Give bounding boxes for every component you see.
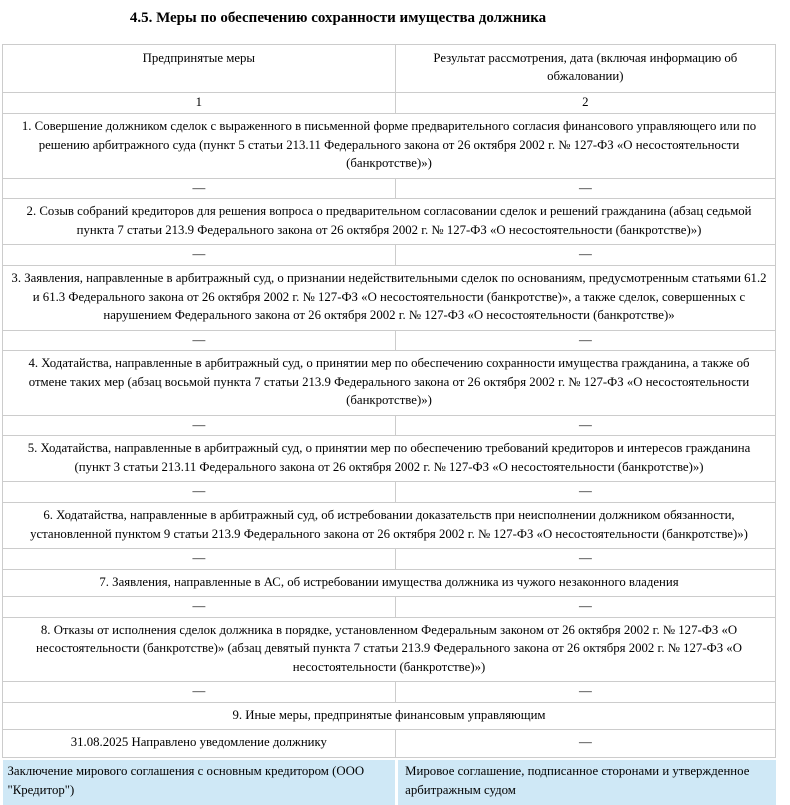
measure-dash: —: [3, 245, 396, 266]
measure-dash: —: [3, 178, 396, 199]
result-dash: —: [395, 482, 775, 503]
dash-row-3: [3, 330, 776, 351]
document-page: [0, 9, 790, 805]
measure-row-6: [3, 502, 776, 548]
result-dash: —: [395, 415, 775, 436]
measure-dash: —: [3, 682, 396, 703]
measure-row-5: [3, 436, 776, 482]
measure-text: 8. Отказы от исполнения сделок должника в порядке, установленном Федеральным законом от 26 октября 2002 г. № 127-ФЗ «О несостоятельности (банкротстве)» (абзац девятый пункта 7 статьи 213.9 Федерального закона от 26 октября 2002 г. № 127-ФЗ «О несостоятельности (банкротстве)»): [3, 617, 776, 682]
result-dash: —: [395, 330, 775, 351]
measures-table: [2, 44, 776, 805]
column-number-2: 2: [395, 92, 775, 114]
dash-row-8: [3, 682, 776, 703]
notification-row: [3, 730, 776, 758]
measure-text: 5. Ходатайства, направленные в арбитражный суд, о принятии мер по обеспечению требований кредиторов и интересов гражданина (пункт 3 статьи 213.11 Федерального закона от 26 октября 2002 г. № 127-ФЗ «О несостоятельности (банкротстве)»): [3, 436, 776, 482]
dash-row-4: [3, 415, 776, 436]
measure-text: 6. Ходатайства, направленные в арбитражный суд, об истребовании доказательств при неисполнении должником обязанности, установленной пунктом 9 статьи 213.9 Федерального закона от 26 октября 2002 г. № 127-ФЗ «О несостоятельности (банкротстве)»): [3, 502, 776, 548]
column-number-row: [3, 92, 776, 114]
measure-dash: —: [3, 549, 396, 570]
table-header-row: [3, 44, 776, 92]
notification-result: —: [395, 730, 775, 758]
measure-row-7: [3, 569, 776, 597]
settlement-measure: Заключение мирового соглашения с основным кредитором (ООО "Кредитор"): [3, 758, 396, 805]
measure-row-8: [3, 617, 776, 682]
dash-row-2: [3, 245, 776, 266]
dash-row-6: [3, 549, 776, 570]
measure-row-2: [3, 199, 776, 245]
measure-row-1: [3, 114, 776, 179]
measure-text: 3. Заявления, направленные в арбитражный суд, о признании недействительными сделок по основаниям, предусмотренным статьями 61.2 и 61.3 Федерального закона от 26 октября 2002 г. № 127-ФЗ «О несостоятельности (банкротстве)», а также сделок, совершенных с нарушением Федерального закона от 26 октября 2002 г. № 127-ФЗ «О несостоятельности (банкротстве)»: [3, 265, 776, 330]
measure-dash: —: [3, 482, 396, 503]
measure-text: 7. Заявления, направленные в АС, об истребовании имущества должника из чужого незаконного владения: [3, 569, 776, 597]
result-dash: —: [395, 178, 775, 199]
dash-row-1: [3, 178, 776, 199]
column-number-1: 1: [3, 92, 396, 114]
measure-dash: —: [3, 415, 396, 436]
dash-row-5: [3, 482, 776, 503]
notification-measure: 31.08.2025 Направлено уведомление должнику: [3, 730, 396, 758]
result-dash: —: [395, 597, 775, 618]
measure-dash: —: [3, 597, 396, 618]
measure-text: 2. Созыв собраний кредиторов для решения вопроса о предварительном согласовании сделок и решений гражданина (абзац седьмой пункта 7 статьи 213.9 Федерального закона от 26 октября 2002 г. № 127-ФЗ «О несостоятельности (банкротстве)»): [3, 199, 776, 245]
column-header-result: Результат рассмотрения, дата (включая информацию об обжаловании): [395, 44, 775, 92]
measure-text: 1. Совершение должником сделок с выраженного в письменной форме предварительного согласия финансового управляющего или по решению арбитражного суда (пункт 5 статьи 213.11 Федерального закона от 26 октября 2002 г. № 127-ФЗ «О несостоятельности (банкротстве)»): [3, 114, 776, 179]
column-header-measures: Предпринятые меры: [3, 44, 396, 92]
dash-row-7: [3, 597, 776, 618]
result-dash: —: [395, 245, 775, 266]
measure-row-4: [3, 351, 776, 416]
section-title: 4.5. Меры по обеспечению сохранности имущества должника: [2, 9, 674, 29]
measure-dash: —: [3, 330, 396, 351]
measure-text: 9. Иные меры, предпринятые финансовым управляющим: [3, 702, 776, 730]
result-dash: —: [395, 682, 775, 703]
measure-text: 4. Ходатайства, направленные в арбитражный суд, о принятии мер по обеспечению сохранности имущества гражданина, а также об отмене таких мер (абзац восьмой пункта 7 статьи 213.9 Федерального закона от 26 октября 2002 г. № 127-ФЗ «О несостоятельности (банкротстве)»): [3, 351, 776, 416]
measure-row-9: [3, 702, 776, 730]
result-dash: —: [395, 549, 775, 570]
measure-row-3: [3, 265, 776, 330]
settlement-result: Мировое соглашение, подписанное сторонами и утвержденное арбитражным судом: [395, 758, 775, 805]
settlement-row: [3, 758, 776, 805]
